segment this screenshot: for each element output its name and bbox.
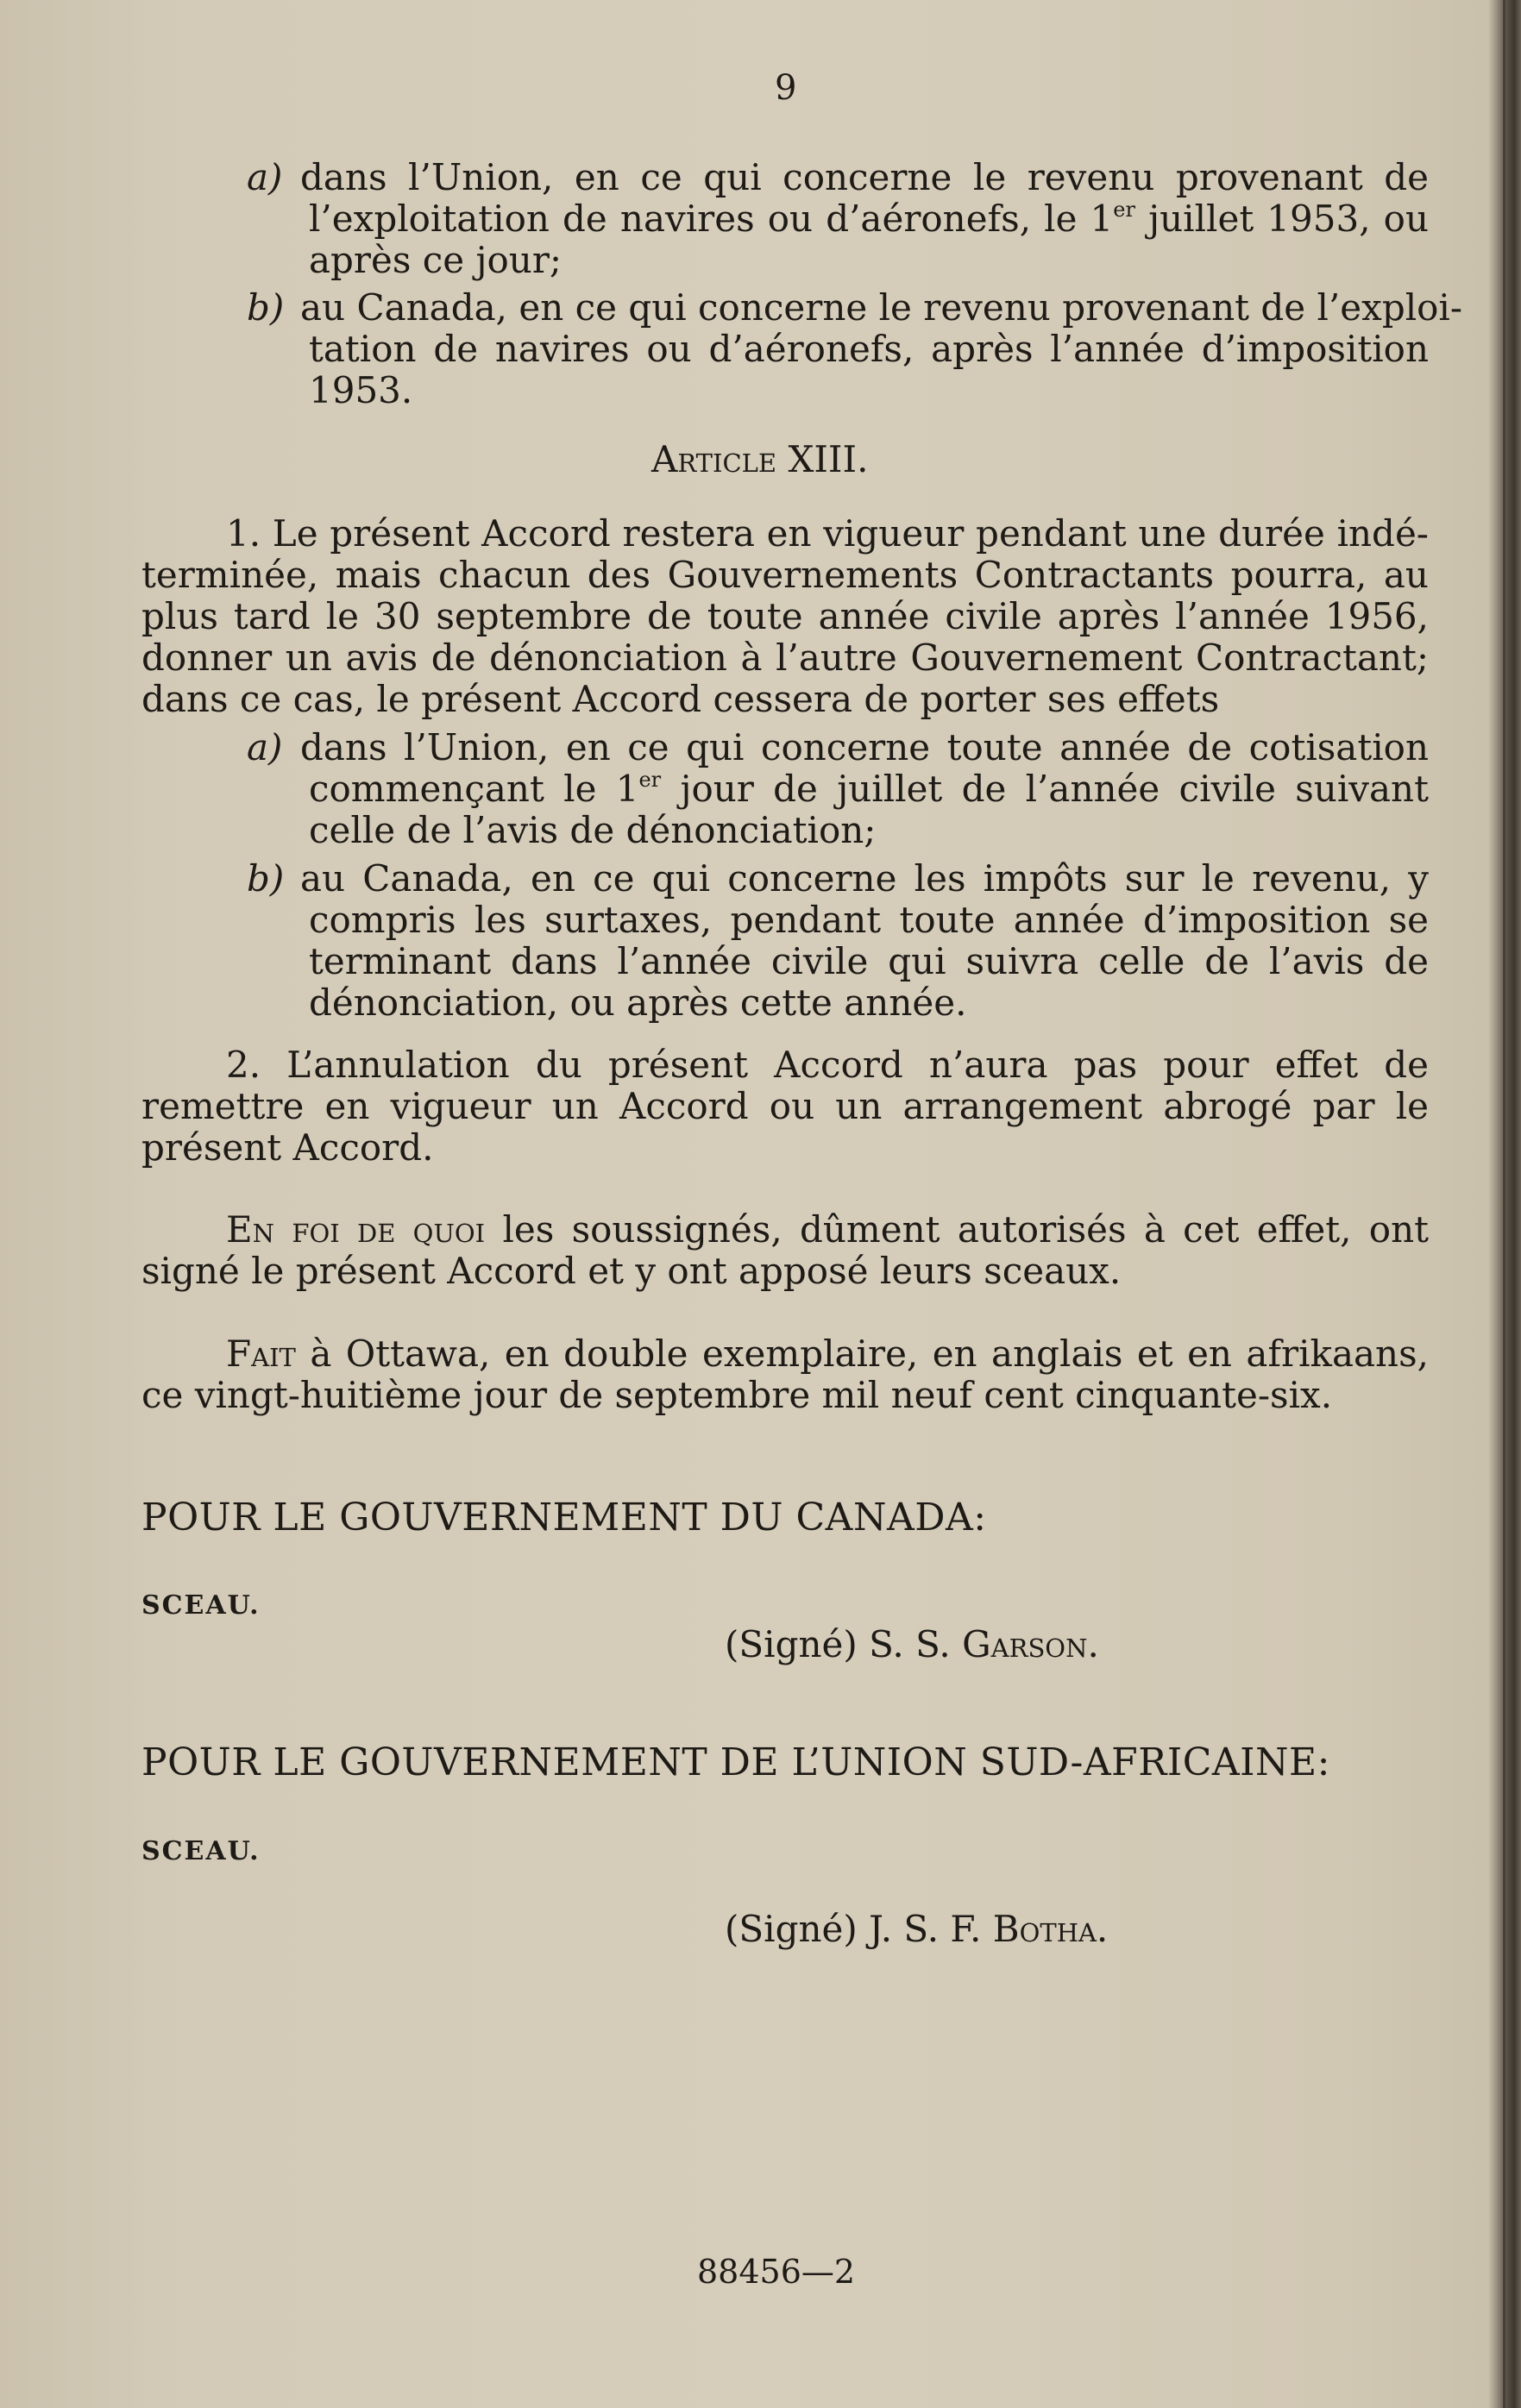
para1-b-label: b) <box>247 857 285 900</box>
south-africa-signed-label: (Signé) <box>725 1908 858 1950</box>
page-number: 9 <box>775 68 797 108</box>
list-a-sup: er <box>1113 198 1135 222</box>
para1-line-3: plus tard le 30 septembre de toute année civile après l’année 1956, <box>141 595 1429 637</box>
list-item-a-line-2 <box>309 198 1429 240</box>
list-a-text-3: juillet 1953, ou <box>1148 198 1429 240</box>
witness-line-1 <box>226 1208 1430 1251</box>
witness-lead: En foi de quoi <box>226 1208 486 1251</box>
page-edge-line <box>1503 0 1505 2408</box>
south-africa-signature <box>725 1908 1109 1950</box>
footer-print-number: 88456—2 <box>697 2253 856 2291</box>
para1-a-sup: er <box>638 768 662 792</box>
witness-line-2: signé le présent Accord et y ont apposé leurs sceaux. <box>141 1250 1122 1292</box>
para1-b-line-2: compris les surtaxes, pendant toute année d’imposition se <box>309 899 1429 941</box>
list-item-b-line-1 <box>247 286 1463 329</box>
para2-line-2: remettre en vigueur un Accord ou un arrangement abrogé par le <box>141 1085 1429 1127</box>
para1-a-line-1 <box>247 726 1429 768</box>
canada-signatory-name: Garson. <box>962 1623 1099 1665</box>
list-item-a-line-3: après ce jour; <box>309 239 563 281</box>
list-a-text-2: l’exploitation de navires ou d’aéronefs, le 1 <box>309 198 1114 240</box>
canada-signed-label: (Signé) <box>725 1623 858 1665</box>
list-label-a: a) <box>247 156 283 198</box>
para1-b-line-1 <box>247 857 1429 900</box>
article-heading-numeral: XIII. <box>788 438 869 480</box>
list-b-text-1: au Canada, en ce qui concerne le revenu provenant de l’exploi- <box>300 286 1463 329</box>
para1-b-line-3: terminant dans l’année civile qui suivra celle de l’avis de <box>309 940 1429 982</box>
para1-line-1: 1. Le présent Accord restera en vigueur pendant une durée indé- <box>226 512 1429 555</box>
para1-b-line-4: dénonciation, ou après cette année. <box>309 981 967 1024</box>
para1-a-line-2 <box>309 768 1429 810</box>
done-text-1: à Ottawa, en double exemplaire, en anglais et en afrikaans, <box>310 1333 1429 1375</box>
para1-a-label: a) <box>247 726 283 768</box>
list-item-a-line-1 <box>247 156 1429 198</box>
canada-signature <box>725 1623 1099 1665</box>
para1-line-4: donner un avis de dénonciation à l’autre Gouvernement Contractant; <box>141 636 1429 679</box>
para2-line-1: 2. L’annulation du présent Accord n’aura pas pour effet de <box>226 1044 1429 1086</box>
witness-text-1: les soussignés, dûment autorisés à cet effet, ont <box>502 1208 1430 1251</box>
para1-a-line-3: celle de l’avis de dénonciation; <box>309 809 877 851</box>
para2-line-3: présent Accord. <box>141 1126 434 1169</box>
canada-initials: S. S. <box>869 1623 951 1665</box>
south-africa-signatory-name: Botha. <box>992 1908 1109 1950</box>
list-label-b: b) <box>247 286 285 329</box>
south-africa-seal: SCEAU. <box>141 1836 261 1866</box>
article-heading <box>651 438 869 480</box>
list-a-text-1: dans l’Union, en ce qui concerne le revenu provenant de <box>300 156 1429 198</box>
para1-a-text-3: jour de juillet de l’année civile suivant <box>680 768 1429 810</box>
done-line-1 <box>226 1333 1429 1375</box>
para1-b-text-1: au Canada, en ce qui concerne les impôts sur le revenu, y <box>300 857 1429 900</box>
para1-a-text-2: commençant le 1 <box>309 768 639 810</box>
south-africa-initials: J. S. F. <box>869 1908 982 1950</box>
canada-heading: POUR LE GOUVERNEMENT DU CANADA: <box>141 1496 987 1539</box>
para1-a-text-1: dans l’Union, en ce qui concerne toute année de cotisation <box>300 726 1429 768</box>
south-africa-heading: POUR LE GOUVERNEMENT DE L’UNION SUD-AFRICAINE: <box>141 1740 1330 1784</box>
done-lead: Fait <box>226 1333 296 1375</box>
para1-line-5: dans ce cas, le présent Accord cessera de porter ses effets <box>141 678 1220 720</box>
canada-seal: SCEAU. <box>141 1590 261 1621</box>
article-heading-word: Article <box>651 438 777 480</box>
para1-line-2: terminée, mais chacun des Gouvernements Contractants pourra, au <box>141 554 1429 596</box>
list-item-b-line-3: 1953. <box>309 369 413 411</box>
list-item-b-line-2: tation de navires ou d’aéronefs, après l’année d’imposition <box>309 328 1429 370</box>
done-line-2: ce vingt-huitième jour de septembre mil neuf cent cinquante-six. <box>141 1374 1333 1416</box>
